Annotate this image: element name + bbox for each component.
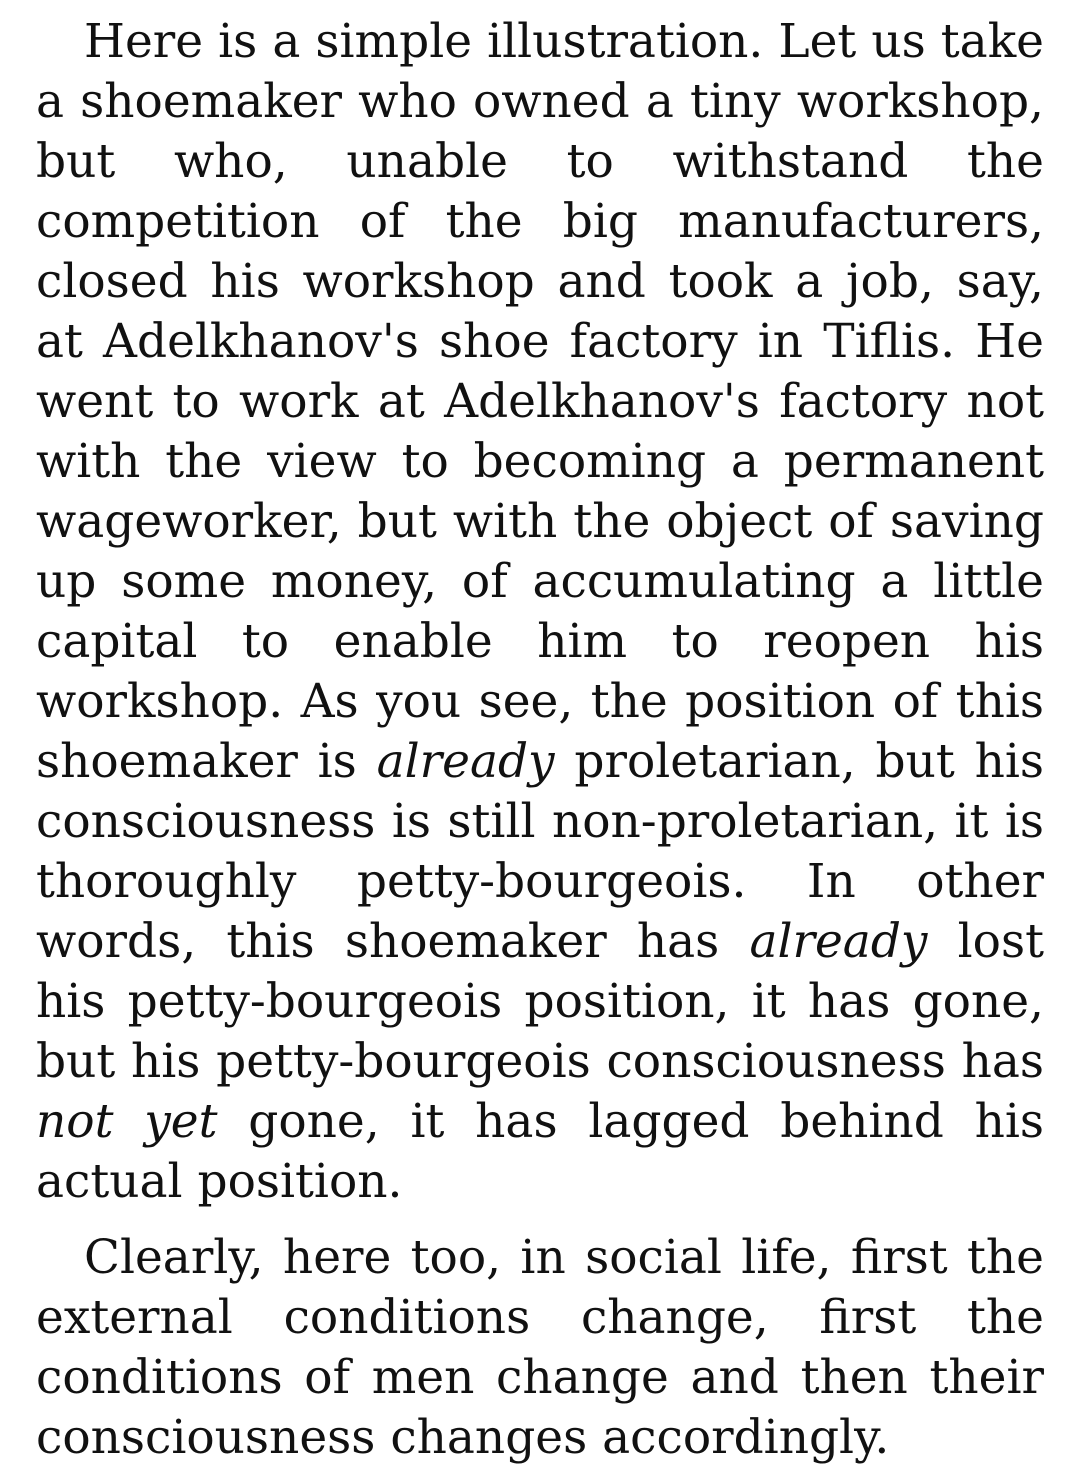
text-segment: lost his petty-bourgeois position, it has gone, but his petty-bourgeois consciousness has	[36, 914, 1044, 1089]
paragraph-conclusion: Clearly, here too, in social life, first the external conditions change, first the conditions of men change and then their consciousness changes accordingly.	[36, 1230, 1044, 1465]
text-segment: Here is a simple illustration. Let us take a shoemaker who owned a tiny workshop, but who, unable to withstand the competition of the big manufacturers, closed his workshop and took a job, say, at Adelkhanov's shoe factory in Tiflis. He went to work at Adelkhanov's factory not with the view to becoming a permanent wageworker, but with the object of saving up some money, of accumulating a little capital to enable him to reopen his workshop. As you see, the position of this shoemaker is	[36, 14, 1044, 789]
emphasis-already: already	[376, 734, 555, 789]
emphasis-already: already	[749, 914, 928, 969]
book-page[interactable]	[36, 12, 1044, 1468]
emphasis-not-yet: not yet	[36, 1094, 218, 1149]
paragraph-shoemaker-illustration	[36, 12, 1044, 1212]
text-segment: gone, it has lagged behind his actual position.	[36, 1094, 1045, 1209]
text-segment: proletarian, but his consciousness is still non-proletarian, it is thoroughly petty-bourgeois. In other words, this shoemaker has	[36, 734, 1044, 969]
